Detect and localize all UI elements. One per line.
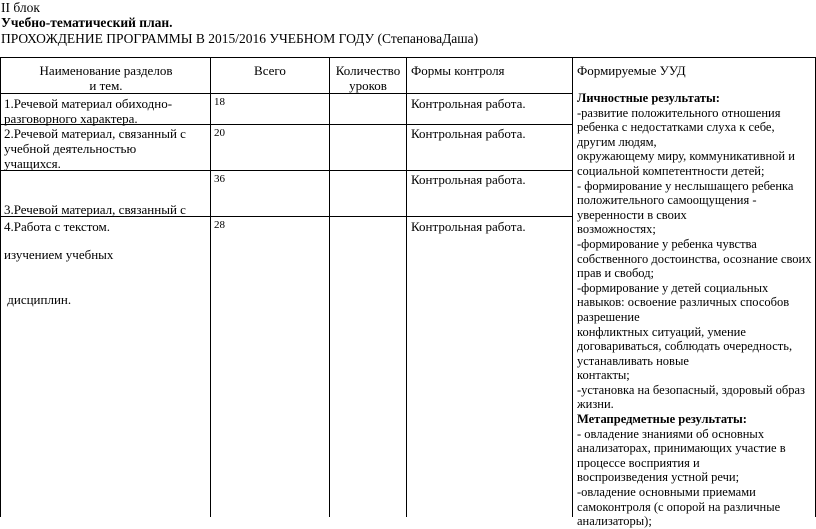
uud-line-1: Личностные результаты: — [577, 91, 720, 105]
uud-line-20: контакты; — [577, 368, 630, 383]
col-header-name-line2: и тем. — [89, 78, 123, 93]
row-2-name-line2: учебной деятельностью — [4, 141, 137, 156]
uud-line-2: -развитие положительного отношения — [577, 105, 781, 120]
col-header-uud: Формируемые УУД — [577, 63, 686, 78]
plan-subtitle: ПРОХОЖДЕНИЕ ПРОГРАММЫ В 2015/2016 УЧЕБНОМ ГОДУ (СтепановаДаша) — [1, 31, 479, 46]
uud-line-7: - формирование у неслышащего ребенка — [577, 178, 794, 193]
col-header-count-line1: Количество — [335, 63, 401, 78]
uud-line-10: возможностях; — [577, 222, 656, 237]
uud-line-5: окружающему миру, коммуникативной и — [577, 149, 795, 164]
uud-line-4: другим людям, — [577, 134, 657, 149]
uud-line-11: -формирование у ребенка чувства — [577, 236, 757, 251]
uud-line-27: воспроизведения устной речи; — [577, 470, 740, 485]
table-row-4-total: 28 — [214, 219, 225, 231]
table-row-4-name: 4.Работа с текстом. — [4, 219, 111, 234]
row-3-name-line1: 3.Речевой материал, связанный с — [4, 202, 186, 217]
uud-line-19: устанавливать новые — [577, 353, 689, 368]
col-header-count-line2: уроков — [349, 78, 387, 93]
uud-line-14: -формирование у детей социальных — [577, 280, 769, 295]
table-row-3-control: Контрольная работа. — [411, 172, 526, 187]
table-row-1-control: Контрольная работа. — [411, 96, 526, 111]
block-label: II блок — [1, 0, 40, 15]
table-row-2-total: 20 — [214, 127, 225, 139]
row-2-name-line1: 2.Речевой материал, связанный с — [4, 126, 186, 141]
col-header-count — [330, 63, 406, 93]
uud-line-17: конфликтных ситуаций, умение — [577, 324, 746, 339]
row-2-name-line3: учащихся. — [4, 156, 61, 171]
uud-line-22: жизни. — [577, 397, 614, 412]
uud-line-25: анализаторах, принимающих участие в — [577, 441, 786, 456]
row-1-name-line2: разговорного характера. — [4, 111, 138, 126]
uud-results-text — [577, 91, 813, 529]
uud-line-23: Метапредметные результаты: — [577, 412, 747, 427]
uud-line-18: договариваться, соблюдать очередность, — [577, 339, 793, 354]
uud-line-28: -овладение основными приемами — [577, 485, 756, 500]
uud-line-13: прав и свобод; — [577, 266, 655, 281]
plan-title: Учебно-тематический план. — [1, 15, 173, 30]
table-row-2-name — [4, 126, 208, 171]
uud-line-16: разрешение — [577, 309, 640, 324]
col-header-name — [4, 63, 208, 93]
uud-line-30: анализаторы); — [577, 514, 652, 529]
uud-line-6: социальной компетентности детей; — [577, 163, 765, 178]
table-row-2-control: Контрольная работа. — [411, 126, 526, 141]
table-row-1-name — [4, 96, 208, 126]
uud-line-12: собственного достоинства, осознание своих — [577, 251, 812, 266]
uud-line-29: самоконтроля (с опорой на различные — [577, 499, 781, 514]
col-header-control: Формы контроля — [411, 63, 505, 78]
uud-line-15: навыков: освоение различных способов — [577, 295, 790, 310]
uud-line-21: -установка на безопасный, здоровый образ — [577, 382, 805, 397]
col-header-total: Всего — [254, 63, 286, 78]
row-3-name-line3: дисциплин. — [4, 292, 72, 307]
uud-line-26: процессе восприятия и — [577, 455, 700, 470]
uud-line-24: - овладение знаниями об основных — [577, 426, 765, 441]
uud-line-3: ребенка с недостатками слуха к себе, — [577, 120, 775, 135]
uud-line-9: уверенности в своих — [577, 207, 687, 222]
table-row-1-total: 18 — [214, 96, 225, 108]
table-row-3-total: 36 — [214, 173, 225, 185]
row-1-name-line1: 1.Речевой материал обиходно- — [4, 96, 173, 111]
table-row-3-name — [4, 172, 208, 322]
row-3-name-line2: изучением учебных — [4, 247, 114, 262]
table-row-4-control: Контрольная работа. — [411, 219, 526, 234]
uud-line-8: положительного самоощущения - — [577, 193, 757, 208]
col-header-name-line1: Наименование разделов — [39, 63, 173, 78]
